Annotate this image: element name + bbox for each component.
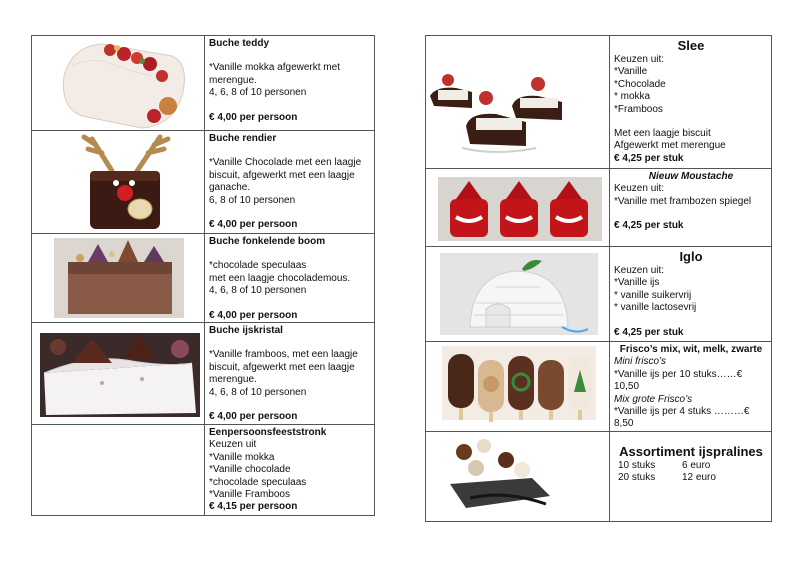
item-subtitle: Mini frisco’s bbox=[614, 356, 667, 368]
table-row bbox=[426, 431, 772, 521]
item-desc: 6, 8 of 10 personen bbox=[209, 194, 296, 206]
empty-image-cell bbox=[32, 425, 205, 516]
table-row bbox=[426, 342, 772, 432]
item-desc: 4, 6, 8 of 10 personen bbox=[209, 386, 307, 398]
item-price: € 4,00 per persoon bbox=[209, 219, 298, 231]
item-title: Buche fonkelende boom bbox=[209, 236, 326, 247]
buche-teddy-cake-image bbox=[32, 36, 205, 131]
iglo-text-cell bbox=[610, 247, 772, 342]
item-line: Keuzen uit: bbox=[614, 183, 665, 195]
moustache-image-cell bbox=[426, 169, 610, 247]
price-label: 12 euro bbox=[682, 472, 716, 484]
item-line: *Vanille ijs per 10 stuks……€ 10,50 bbox=[614, 368, 743, 393]
item-line: *Vanille bbox=[614, 66, 648, 78]
item-price: € 4,00 per persoon bbox=[209, 411, 298, 423]
item-price: € 4,25 per stuk bbox=[614, 152, 684, 164]
item-subtitle: Mix grote Frisco’s bbox=[614, 393, 693, 405]
table-row bbox=[32, 234, 375, 323]
moustache-ice-cream-image bbox=[426, 169, 610, 247]
item-line: * mokka bbox=[614, 91, 651, 103]
item-line: *Chocolade bbox=[614, 78, 666, 90]
item-price: € 4,00 per persoon bbox=[209, 309, 298, 321]
left-menu-table bbox=[31, 35, 375, 516]
buche-rendier-image-cell bbox=[32, 131, 205, 234]
item-desc: *Vanille Framboos bbox=[209, 489, 290, 501]
table-row bbox=[426, 36, 772, 169]
eenpersoonsfeeststronk-text-cell bbox=[205, 425, 375, 516]
item-title: Buche ijskristal bbox=[209, 325, 283, 337]
buche-ijskristal-cake-image bbox=[32, 323, 205, 425]
item-line: *Vanille ijs bbox=[614, 277, 660, 289]
item-line: * vanille suikervrij bbox=[614, 289, 692, 301]
item-desc: 4, 6, 8 of 10 personen bbox=[209, 285, 307, 297]
item-line: Keuzen uit: bbox=[614, 54, 665, 65]
item-line: Met een laagje biscuit bbox=[614, 128, 711, 140]
table-row bbox=[32, 131, 375, 234]
item-desc: met een laagje chocolademous. bbox=[209, 272, 351, 284]
table-row bbox=[426, 247, 772, 342]
table-row bbox=[32, 425, 375, 516]
item-desc: *Vanille mokka afgewerkt met merengue. bbox=[209, 62, 340, 86]
item-title: Iglo bbox=[679, 249, 703, 264]
item-line: *Vanille ijs per 4 stuks ………€ 8,50 bbox=[614, 406, 750, 430]
frisco-text-cell bbox=[610, 342, 772, 432]
pralines-image-cell bbox=[426, 431, 610, 521]
price-label: 6 euro bbox=[682, 459, 711, 471]
right-menu-table bbox=[425, 35, 772, 522]
qty-label: 10 stuks bbox=[618, 459, 656, 471]
item-desc: Keuzen uit bbox=[209, 439, 257, 451]
iglo-image-cell bbox=[426, 247, 610, 342]
table-row bbox=[32, 36, 375, 131]
item-price: € 4,15 per persoon bbox=[209, 501, 298, 513]
item-price: € 4,25 per stuk bbox=[614, 326, 684, 338]
buche-teddy-text-cell bbox=[205, 36, 375, 131]
frisco-image-cell bbox=[426, 342, 610, 432]
slee-text-cell bbox=[610, 36, 772, 169]
buche-rendier-text-cell bbox=[205, 131, 375, 234]
item-line: * vanille lactosevrij bbox=[614, 302, 697, 314]
item-line: Afgewerkt met merengue bbox=[614, 140, 726, 152]
item-line: Keuzen uit: bbox=[614, 265, 665, 276]
frisco-ice-cream-image bbox=[426, 342, 610, 426]
slee-ice-cream-image bbox=[426, 36, 610, 169]
buche-teddy-image-cell bbox=[32, 36, 205, 131]
buche-rendier-cake-image bbox=[32, 131, 205, 234]
item-title: Buche rendier bbox=[209, 133, 277, 144]
moustache-text-cell bbox=[610, 169, 772, 247]
item-desc: *chocolade speculaas bbox=[209, 476, 307, 488]
buche-fonkelende-boom-cake-image bbox=[32, 234, 205, 323]
item-desc: *Vanille chocolade bbox=[209, 464, 291, 476]
item-title: Eenpersoonsfeeststronk bbox=[209, 427, 327, 439]
table-row bbox=[426, 169, 772, 247]
item-desc: *Vanille framboos, met een laagje biscuit, afgewerkt met een laagje merengue. bbox=[209, 349, 358, 386]
item-title: Assortiment ijspralines bbox=[619, 443, 763, 459]
slee-image-cell bbox=[426, 36, 610, 169]
ijspralines-image bbox=[426, 432, 610, 522]
item-title: Slee bbox=[677, 38, 705, 53]
item-desc: *Vanille Chocolade met een laagje biscuit, afgewerkt met een laagje ganache. bbox=[209, 157, 362, 194]
table-row bbox=[32, 323, 375, 425]
item-price: € 4,25 per stuk bbox=[614, 220, 684, 232]
item-desc: 4, 6, 8 of 10 personen bbox=[209, 87, 307, 99]
price-row bbox=[618, 460, 768, 472]
item-line: *Framboos bbox=[614, 103, 663, 115]
buche-fonkelende-boom-text-cell bbox=[205, 234, 375, 323]
item-desc: *Vanille mokka bbox=[209, 451, 275, 463]
pralines-text-cell bbox=[610, 431, 772, 521]
qty-label: 20 stuks bbox=[618, 472, 656, 484]
iglo-ice-cream-image bbox=[426, 247, 610, 342]
item-title: Nieuw Moustache bbox=[648, 171, 734, 182]
item-title: Buche teddy bbox=[209, 38, 270, 49]
item-line: *Vanille met frambozen spiegel bbox=[614, 195, 752, 207]
buche-ijskristal-image-cell bbox=[32, 323, 205, 425]
item-title: Frisco’s mix, wit, melk, zwarte bbox=[619, 344, 763, 355]
item-desc: *chocolade speculaas bbox=[209, 260, 307, 272]
buche-fonkelende-boom-image-cell bbox=[32, 234, 205, 323]
buche-ijskristal-text-cell bbox=[205, 323, 375, 425]
item-price: € 4,00 per persoon bbox=[209, 111, 298, 123]
price-row bbox=[618, 472, 768, 484]
